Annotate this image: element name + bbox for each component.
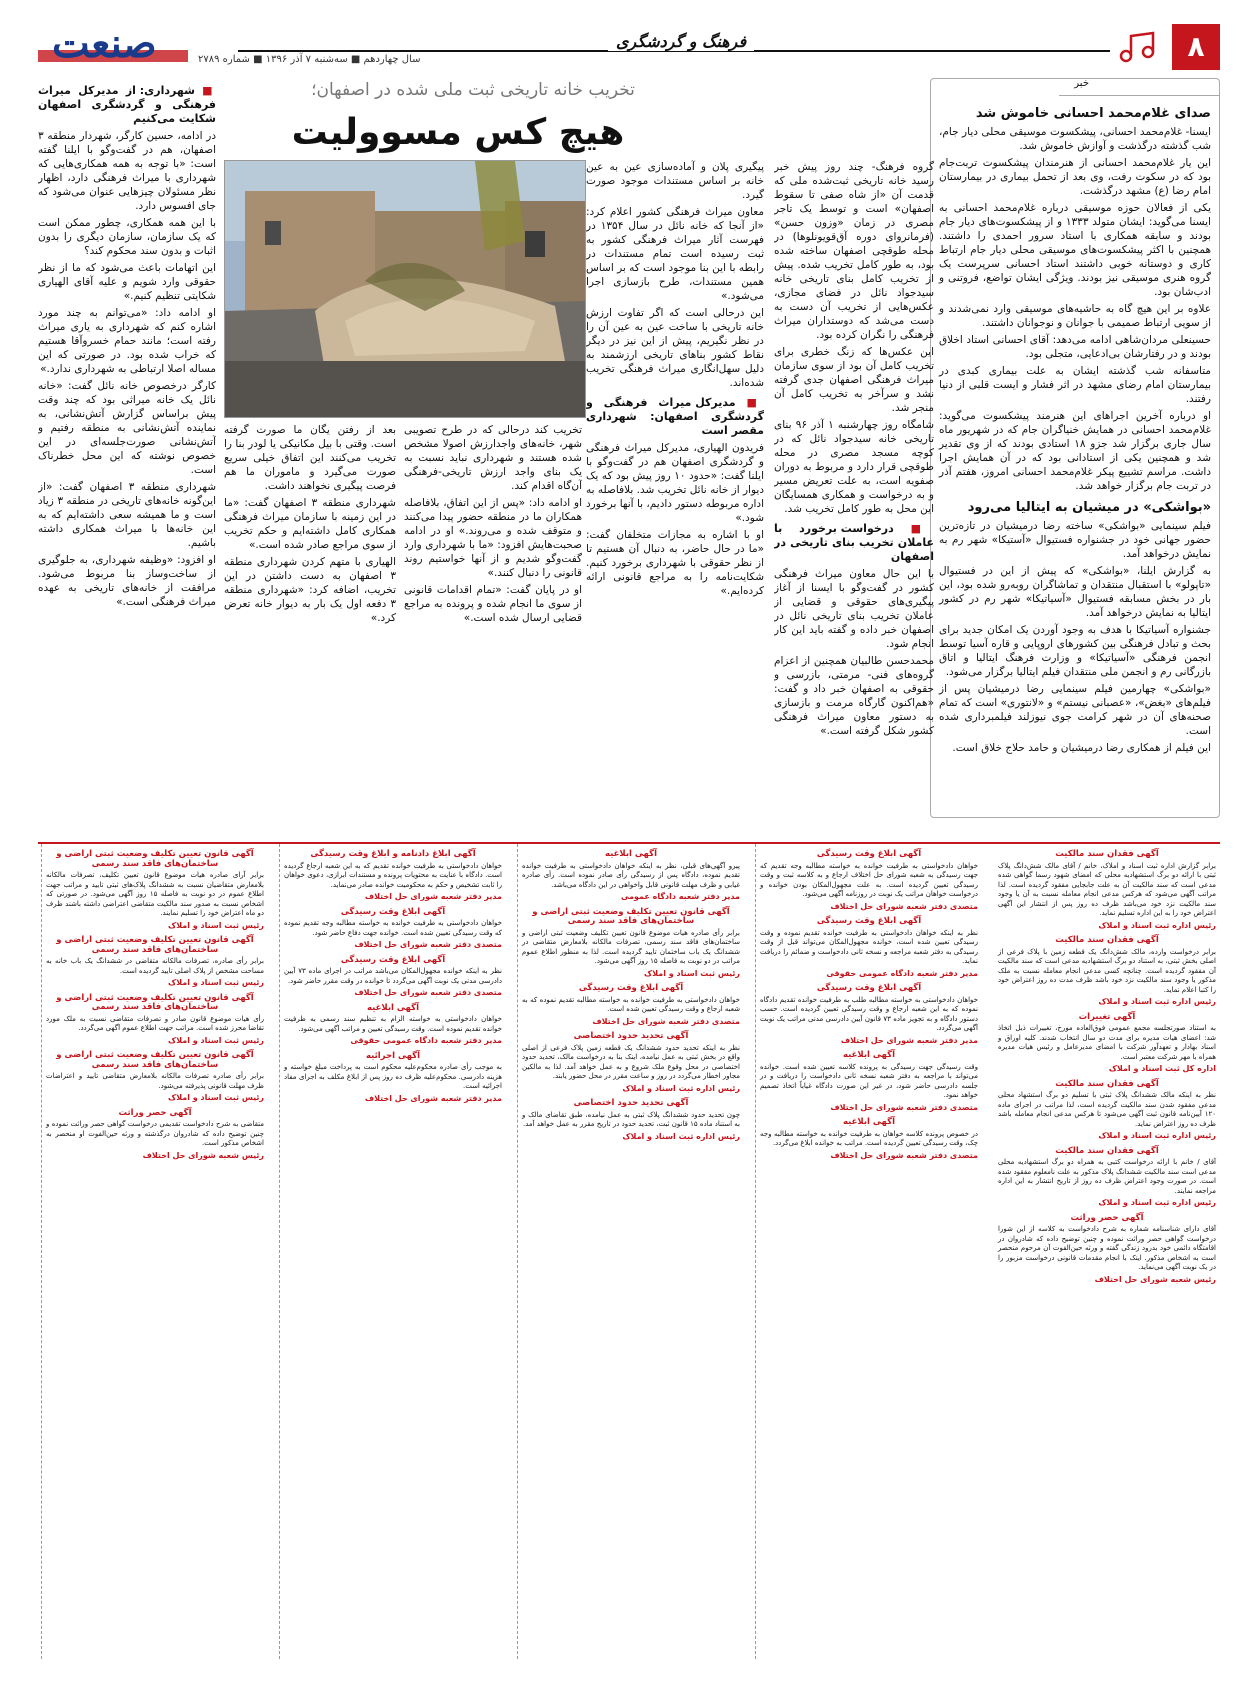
legal-notice-signature: متصدی دفتر شعبه شورای حل اختلاف: [354, 940, 502, 949]
legal-notice-signature: رئیس ثبت اسناد و املاک: [168, 978, 264, 987]
legal-notice-signature: مدیر دفتر شعبه شورای حل اختلاف: [364, 1093, 502, 1103]
legal-notice-signature: متصدی دفتر شعبه شورای حل اختلاف: [830, 1102, 978, 1112]
legal-notice: [46, 994, 264, 1046]
newspaper-logo: [38, 20, 188, 68]
paragraph: پیگیری پلان و آماده‌سازی عین به عین خانه بر اساس مستندات موجود صورت گیرد.: [586, 161, 764, 201]
legal-notice-signature: رئیس ثبت اسناد و املاک: [168, 1035, 264, 1045]
ads-column-1: [994, 844, 1220, 1659]
paragraph: معاون میراث فرهنگی کشور اعلام کرد: «از آنجا که خانه نائل در سال ۱۳۵۴ در فهرست آثار میراث فرهنگی کشور به ثبت رسیده است تمام مستندات در رابطه با این بنا موجود است که بر اساس همین مستندات، طرح بازسازی اجرا می‌شود.»: [586, 206, 764, 302]
legal-notice-title: آگهی تحدید حدود اختصاصی: [573, 1031, 689, 1041]
legal-notice-body: وقت رسیدگی جهت رسیدگی به پرونده کلاسه تعیین شده است. خوانده می‌تواند با مراجعه به دفتر شعبه نسخه ثانی دادخواست را دریافت و در جلسه دادرسی حاضر شود، در غیر این صورت دادگاه غیاباً اتخاذ تصمیم خواهد نمود.: [760, 1062, 978, 1099]
article-column-4: [224, 423, 396, 833]
article-column-5: [38, 78, 216, 823]
legal-notice-title: آگهی ابلاغیه: [842, 1050, 896, 1060]
news-content: [38, 78, 1220, 838]
article-title: هیچ کس مسوولیت: [291, 112, 625, 153]
paragraph: او در پایان گفت: «تمام اقدامات قانونی از سوی ما انجام شده و پرونده به مراجع قضایی ارسال شده است.»: [404, 584, 582, 624]
legal-notice-body: نظر به اینکه خوانده مجهول‌المکان می‌باشد مراتب در اجرای ماده ۷۳ آیین دادرسی مدنی یک نوبت آگهی می‌گردد تا خوانده در وقت مقرر حاضر شود.: [284, 967, 502, 985]
legal-notice-body: برابر درخواست وارده، مالک شش‌دانگ یک قطعه زمین با پلاک فرعی از اصلی بخش ثبتی، به استناد دو برگ استشهادیه مدعی است که سند مالکیت آن مفقود گردیده است. چنانچه کسی مدعی انجام معامله نسبت به ملک مذکور یا وجود سند مالکیت نزد خود باشد ظرف مدت ده روز اعتراض خود را کتبا اعلام نماید.: [998, 947, 1216, 994]
legal-notice-signature: رئیس شعبه شورای حل اختلاف: [142, 1150, 264, 1160]
article-column-3: [404, 423, 582, 833]
legal-notice-title: آگهی ابلاغ وقت رسیدگی: [816, 849, 922, 859]
legal-notice-body: خواهان دادخواستی به خواسته الزام به تنظیم سند رسمی به طرفیت خوانده تقدیم نموده است. وقت رسیدگی تعیین و مراتب آگهی می‌شود.: [284, 1015, 502, 1033]
paragraph: تخریب کند درحالی که در طرح تصویبی شهر، خانه‌های واجدارزش اصولا مشخص شده هستند و شهرداری نباید نسبت به یک بنای واجد ارزش تاریخی-فرهنگی آن‌گاه اقدام کند.: [404, 424, 582, 492]
legal-notice: [760, 984, 978, 1045]
legal-notice-signature: رئیس ثبت اسناد و املاک: [168, 920, 264, 930]
legal-notice: [998, 850, 1216, 930]
paragraph: به گزارش ایلنا، «بواشکی» که پیش از این در فستیوال «تاپولو» با استقبال منتقدان و تماشاگران روبه‌رو شده بود، این بار در بخش مسابقه فستیوال «آسیاتیکا» شهر رم در کشور ایتالیا به نمایش درخواهد آمد.: [939, 565, 1211, 619]
legal-notice: [522, 1032, 740, 1093]
legal-notice-body: برابر آرای صادره هیات موضوع قانون تعیین تکلیف، تصرفات مالکانه بلامعارض متقاضیان نسبت به ششدانگ پلاک‌های ثبتی تایید و مراتب جهت اطلاع عموم در دو نوبت به فاصله ۱۵ روز آگهی می‌شود. در صورتی که اشخاص نسبت به صدور سند مالکیت متقاضی اعتراضی داشته باشند ظرف دو ماه اعتراض خود را تسلیم نمایند.: [46, 871, 265, 917]
legal-notice-body: متقاضی به شرح دادخواست تقدیمی درخواست گواهی حصر وراثت نموده و چنین توضیح داده که شادروان درگذشته و ورثه حین‌الفوت او منحصر به اشخاص مذکور است.: [46, 1120, 264, 1147]
legal-notice-title: آگهی حصر وراثت: [1070, 1212, 1144, 1223]
paragraph: او با اشاره به مجازات متخلفان گفت: «ما در حال حاضر، به دنبال آن هستیم تا از نظر حقوقی با شهرداری برخورد کنیم. شکایت‌نامه را به مراجع قانونی ارائه کرده‌ایم.»: [586, 529, 764, 597]
ads-column-2: [755, 844, 982, 1659]
legal-notice-title: آگهی ابلاغ وقت رسیدگی: [816, 983, 922, 993]
legal-notice-title: آگهی قانون تعیین تکلیف وضعیت ثبتی اراضی و ساختمان‌های فاقد سند رسمی: [56, 992, 254, 1012]
legal-notice-body: خواهان دادخواستی به طرفیت خوانده تقدیم که به این شعبه ارجاع گردیده است. دادگاه با عنایت به محتویات پرونده و مستندات ابرازی، دعوی خواهان را ثابت تشخیص و حکم به محکومیت خوانده صادر می‌نماید.: [284, 861, 502, 889]
paragraph: این اتهامات باعث می‌شود که ما از نظر حقوقی وارد شویم و علیه آقای الهیاری شکایتی تنظیم کنیم.»: [38, 262, 216, 302]
paragraph: شامگاه روز چهارشنبه ۱ آذر ۹۶ بنای تاریخی خانه سیدجواد نائل که در کوچه مسجد مصری در محله طوقچی قرار دارد و مربوط به دوران صفویه است، به علت تعریض مسیر و به درخواست و همکاری همسایگان این محل به طور کامل تخریب شد.: [774, 419, 934, 515]
legal-notice-title: آگهی قانون تعیین تکلیف وضعیت ثبتی اراضی و ساختمان‌های فاقد سند رسمی: [56, 849, 254, 869]
paragraph: حسینعلی مردان‌شاهی ادامه می‌دهد: آقای احسانی استاد اخلاق بودند و در رفتارشان بی‌ادعایی، متجلی بود.: [939, 334, 1211, 360]
legal-notice-title: آگهی اجرائیه: [365, 1050, 421, 1061]
paragraph: او ادامه داد: «می‌توانم به چند مورد اشاره کنم که شهرداری به یاری میراث رفته است؛ مانند حمام خسروآقا هستیم که خراب شده بود. در صورتی که این مساله اصلا ارتباطی به شهرداری ندارد.»: [38, 307, 216, 375]
legal-notice: [998, 1147, 1216, 1208]
legal-notice-signature: متصدی دفتر شعبه شورای حل اختلاف: [830, 1150, 978, 1160]
paragraph: فیلم سینمایی «بواشکی» ساخته رضا درمیشیان در تازه‌ترین حضور جهانی خود در جشنواره فستیوال «آستیکا» شهر رم به نمایش درخواهد آمد.: [939, 520, 1211, 560]
legal-notice-body: به استناد صورتجلسه مجمع عمومی فوق‌العاده مورخ، تغییرات ذیل اتخاذ شد: اعضای هیات مدیره برای مدت دو سال انتخاب شدند. کلیه اوراق و اسناد بهادار و تعهدآور شرکت با امضای مدیرعامل و رئیس هیات مدیره همراه با مهر شرکت معتبر است.: [998, 1024, 1216, 1061]
legal-notice-signature: رئیس اداره ثبت اسناد و املاک: [1098, 1131, 1216, 1140]
legal-notice-body: پیرو آگهی‌های قبلی، نظر به اینکه خواهان دادخواستی به طرفیت خوانده تقدیم نموده، دادگاه پس از رسیدگی رأی صادر نموده است. رأی صادره غیابی و ظرف مهلت قانونی قابل واخواهی در این دادگاه می‌باشد.: [522, 861, 740, 889]
legal-notice-body: به موجب رأی صادره محکوم‌علیه محکوم است به پرداخت مبلغ خواسته و هزینه دادرسی. محکوم‌علیه ظرف ده روز پس از ابلاغ مکلف به اجرای مفاد اجرائیه است.: [284, 1063, 502, 1090]
article-subheading: ■ شهرداری: از مدیرکل میراث فرهنگی و گردشگری اصفهان شکایت می‌کنیم: [38, 84, 216, 126]
paragraph: در ادامه، حسین کارگر، شهردار منطقه ۳ اصفهان، هم در گفت‌وگو با ایلنا گفته است: «با توجه به همه همکاری‌هایی که شهرداری با میراث فرهنگی دارد، اظهار نظر مسئولان چیزهایی عنوان می‌شود که جای افسوس دارد.: [38, 130, 216, 212]
legal-notice: [998, 1013, 1216, 1074]
paragraph: شهرداری منطقه ۳ اصفهان گفت: «از این‌گونه خانه‌های تاریخی در منطقه ۳ زیاد است و ما همیشه سعی داشته‌ایم که به این خانه‌ها با میراث همکاری داشته باشیم.: [38, 481, 216, 549]
legal-notice-body: خواهان دادخواستی به خواسته مطالبه طلب به طرفیت خوانده تقدیم دادگاه نموده که به این شعبه ارجاع و وقت رسیدگی تعیین گردیده است. حسب دستور دادگاه و به تجویز ماده ۷۳ قانون آیین دادرسی مدنی مراتب یک نوبت آگهی می‌گردد.: [760, 995, 978, 1032]
music-note-icon: [1114, 30, 1164, 66]
legal-notice-body: آقای دارای شناسنامه شماره به شرح دادخواست به کلاسه از این شورا درخواست گواهی حصر وراثت نموده و چنین توضیح داده که شادروان در اقامتگاه دائمی خود بدرود زندگی گفته و ورثه حین‌الفوت آن مرحوم منحصر است به اشخاص مذکور. اینک با انجام مقدمات قانونی درخواست مزبور را در یک نوبت آگهی می‌نماید.: [998, 1225, 1216, 1271]
legal-notice-title: آگهی حصر وراثت: [118, 1107, 192, 1118]
legal-notice-title: آگهی قانون تعیین تکلیف وضعیت ثبتی اراضی و ساختمان‌های فاقد سند رسمی: [56, 935, 254, 955]
legal-notice-body: برابر گزارش اداره ثبت اسناد و املاک، خانم / آقای مالک شش‌دانگ پلاک ثبتی با ارائه دو برگ استشهادیه محلی که امضای شهود رسما گواهی شده مدعی است که سند مالکیت آن به علت جابجایی مفقود گردیده است. لذا مراتب آگهی می‌شود که هرکس مدعی انجام معامله نسبت به آن یا وجود سند مالکیت نزد خود می‌باشد ظرف ده روز پس از انتشار این آگهی اعتراض خود را به این اداره تسلیم نماید.: [998, 861, 1216, 917]
legal-notice-body: خواهان دادخواستی به طرفیت خوانده به خواسته مطالبه تقدیم نموده که به شعبه ارجاع و وقت رسیدگی تعیین شده است.: [522, 995, 740, 1013]
page-header: [38, 20, 1220, 70]
article-column-1: [774, 160, 934, 830]
legal-notice-body: برابر رأی صادره هیات موضوع قانون تعیین تکلیف وضعیت ثبتی اراضی و ساختمان‌های فاقد سند رسمی، تصرفات مالکانه بلامعارض متقاضی در ششدانگ یک باب ساختمان تایید گردیده است. لذا به منظور اطلاع عموم مراتب در دو نوبت به فاصله ۱۵ روز آگهی می‌شود.: [522, 928, 740, 965]
news-sidebar: [930, 78, 1220, 818]
legal-notice: [46, 1109, 264, 1161]
paragraph: با این حال معاون میراث فرهنگی کشور در گفت‌وگو با ایسنا از آغاز پیگیری‌های حقوقی و قضایی از عاملان تخریب بنای تاریخی نائل در اصفهان خبر داده و گفته باید این کار انجام شود.: [774, 568, 934, 650]
legal-notice-body: خواهان دادخواستی به طرفیت خوانده به خواسته مطالبه وجه تقدیم که جهت رسیدگی به شعبه شورای حل اختلاف ارجاع و به کلاسه ثبت و وقت رسیدگی تعیین گردیده است. به علت مجهول‌المکان بودن خوانده و درخواست خواهان مراتب یک نوبت در روزنامه آگهی می‌شود.: [760, 861, 978, 898]
legal-notice-body: رأی هیات موضوع قانون صادر و تصرفات متقاضی نسبت به ملک مورد تقاضا محرز شده است. مراتب جهت اطلاع عموم آگهی می‌گردد.: [46, 1014, 264, 1032]
article-kicker: تخریب خانه تاریخی ثبت ملی شده در اصفهان؛: [311, 80, 635, 100]
legal-notice-title: آگهی فقدان سند مالکیت: [1055, 849, 1159, 859]
legal-notice-signature: مدیر دفتر شعبه شورای حل اختلاف: [364, 892, 502, 901]
legal-notice-title: آگهی ابلاغیه: [366, 1002, 420, 1013]
paragraph: «بواشکی» چهارمین فیلم سینمایی رضا درمیشیان پس از فیلم‌های «بغض»، «عصبانی نیستم» و «لانتوری» است که تمام صحنه‌های آن در شهر کرامت جوی نیوزلند فیلمبرداری شده است.: [939, 683, 1211, 737]
legal-notice: [522, 908, 740, 979]
legal-notice: [284, 1052, 502, 1104]
legal-notice-title: آگهی فقدان سند مالکیت: [1055, 1078, 1159, 1089]
legal-notice: [522, 984, 740, 1026]
legal-notices-section: [38, 842, 1220, 1664]
legal-notice-signature: رئیس ثبت اسناد و املاک: [168, 1093, 264, 1102]
legal-notice-title: آگهی ابلاغ وقت رسیدگی: [340, 906, 446, 917]
legal-notice-signature: رئیس اداره ثبت اسناد و املاک: [1098, 920, 1216, 930]
legal-notice-title: آگهی ابلاغ وقت رسیدگی: [816, 916, 922, 926]
paragraph: محمدحسن طالبیان همچنین از اعزام گروه‌های فنی- مرمتی، بازرسی و حقوقی به اصفهان خبر داد و گفت: «هم‌اکنون گارگاه مرمت و بازسازی به دستور معاون میراث فرهنگی کشور شکل گرفته است.»: [774, 655, 934, 737]
sidebar-headline-1: صدای غلام‌محمد احسانی خاموش شد: [975, 106, 1211, 121]
paragraph: این عکس‌ها که زنگ خطری برای تخریب کامل آن بود از سوی سازمان میراث فرهنگی اصفهان جدی گرفته نشد و سرآخر به تخریب کامل آن منجر شد.: [774, 346, 934, 414]
legal-notice-signature: رئیس شعبه شورای حل اختلاف: [1094, 1274, 1216, 1284]
legal-notice-body: خواهان دادخواستی به طرفیت خوانده به خواسته مطالبه وجه تقدیم نموده که وقت رسیدگی تعیین شده است. خوانده جهت دفاع حاضر شود.: [284, 919, 502, 937]
paragraph: علاوه بر این هیچ گاه به حاشیه‌های موسیقی وارد نمی‌شدند و از سویی ارتباط صمیمی با جوانان و نوجوانان داشتند.: [939, 303, 1211, 329]
legal-notice-signature: مدیر دفتر شعبه دادگاه عمومی حقوقی: [350, 1036, 502, 1045]
paragraph: او ادامه داد: «پس از این اتفاق، بلافاصله همکاران ما در منطقه حضور پیدا می‌کنند و متوقف شده و می‌روند.» او در ادامه صحبت‌هایش افزود: «ما با شهرداری وارد گفت‌وگو شدیم و از آنها خواستیم روند قانونی را دنبال کنند.»: [404, 497, 582, 579]
legal-notice: [760, 917, 978, 978]
legal-notice-title: آگهی تغییرات: [1078, 1011, 1136, 1022]
demolished-house-photo: [225, 161, 585, 417]
paragraph: این درحالی است که اگر تفاوت ارزش خانه تاریخی با ساخت عین به عین آن را در نظر نگیریم، پیش از این نیز در دیگر نقاط کشور بناهای تاریخی ارزشمند به دلیل سهل‌انگاری میراث فرهنگی تخریب شده‌اند.: [586, 307, 764, 389]
paragraph: الهیاری با متهم کردن شهرداری منطقه ۳ اصفهان به دست داشتن در این تخریب، اضافه کرد: «شهرداری منطقه ۳ دفعه اول یک بار به دیوار خانه تعرض کرد.»: [224, 556, 396, 624]
paragraph: با این همه همکاری، چطور ممکن است که یک سازمان، سازمان دیگری را بدون اثبات و بدون سند محکوم کند؟: [38, 217, 216, 257]
legal-notice-title: آگهی تحدید حدود اختصاصی: [573, 1098, 689, 1108]
paragraph: جشنواره آسیاتیکا با هدف به وجود آوردن یک امکان جدید برای بحث و تبادل فرهنگی بین کشورهای اروپایی و قاره آسیا توسط انجمن فرهنگی «آسیاتیکا» و وزارت فرهنگ ایتالیا و اتاق بازرگانی رم و انجمن ملی منتقدان فیلم ایتالیا برگزار می‌شود.: [939, 624, 1211, 678]
legal-notice-title: آگهی فقدان سند مالکیت: [1055, 935, 1159, 945]
section-title: فرهنگ و گردشگری: [608, 32, 754, 51]
legal-notice-signature: رئیس اداره ثبت اسناد و املاک: [1098, 997, 1216, 1006]
paragraph: بعد از رفتن یگان ما صورت گرفته است. وقتی با بیل مکانیکی یا لودر بنا را تخریب می‌کنند این اتفاق خیلی سریع صورت می‌گیرد و ماموران ما هم فرصت پیگیری نخواهند داشت.: [224, 424, 396, 492]
paragraph: متاسفانه شب گذشته ایشان به علت بیماری کبدی در بیمارستان امام رضای مشهد در اثر فشار و ایست قلبی از دنیا رفتند.: [939, 365, 1211, 405]
legal-notice-signature: متصدی دفتر شعبه شورای حل اختلاف: [592, 1016, 740, 1026]
legal-notice: [522, 850, 740, 902]
legal-notice: [284, 956, 502, 998]
legal-notice-signature: رئیس اداره ثبت اسناد و املاک: [622, 1131, 740, 1141]
sidebar-body-2: [939, 519, 1211, 755]
legal-notice-title: آگهی ابلاغیه: [604, 849, 658, 859]
legal-notice-signature: متصدی دفتر شعبه شورای حل اختلاف: [830, 901, 978, 911]
legal-notice-signature: اداره کل ثبت اسناد و املاک: [1108, 1064, 1216, 1073]
paragraph: گروه فرهنگ- چند روز پیش خبر رسید خانه تاریخی ثبت‌شده ملی که قدمت آن «از شاه صفی تا سقوط اصفهان» است و توسط یک تاجر مصری در زمان «وزون حسن» (فرمانروای دوره آق‌قویونلوها) در محله طوقچی اصفهان ساخته شده بود، به طور کامل تخریب شده. پیش از تخریب کامل بنای تاریخی خانه سیدجواد نائل در فضای مجازی، عکس‌هایی از تخریب آن دست به دست می‌شد که دوستداران میراث فرهنگی را نگران کرده بود.: [774, 161, 934, 341]
legal-notice-signature: رئیس اداره ثبت اسناد و املاک: [1098, 1198, 1216, 1207]
legal-notice-signature: متصدی دفتر شعبه شورای حل اختلاف: [354, 988, 502, 997]
legal-notice: [998, 1214, 1216, 1285]
article-subheading: ■ درخواست برخورد با عاملان تخریب بنای تاریخی در اصفهان: [774, 522, 934, 564]
legal-notice-title: آگهی ابلاغ وقت رسیدگی: [578, 983, 684, 993]
sidebar-body-1: [939, 125, 1211, 493]
sidebar-headline-2: «بواشکی» در میشیان به ایتالیا می‌رود: [967, 500, 1211, 515]
legal-notice-body: نظر به اینکه خواهان دادخواستی به طرفیت خوانده تقدیم نموده و وقت رسیدگی تعیین شده است، خوانده مجهول‌المکان می‌تواند قبل از وقت رسیدگی به دفتر شعبه مراجعه و نسخه ثانی دادخواست و ضمائم را دریافت نماید.: [760, 928, 978, 965]
paragraph: او افزود: «وظیفه شهرداری، به جلوگیری از ساخت‌وساز بنا مربوط می‌شود. مرافقت از خانه‌های تاریخی به عهده میراث فرهنگی است.»: [38, 554, 216, 608]
issue-line: سال چهاردهم ■ سه‌شنبه ۷ آذر ۱۳۹۶ ■ شماره ۲۷۸۹: [198, 54, 421, 65]
legal-notice-body: برابر رأی صادره تصرفات مالکانه بلامعارض متقاضی تایید و اعتراضات ظرف مهلت قانونی پذیرفته می‌شود.: [46, 1072, 264, 1090]
legal-notice: [284, 908, 502, 950]
paragraph: فریدون الهیاری، مدیرکل میراث فرهنگی و گردشگری اصفهان هم در گفت‌وگو با ایلنا گفت: «حدود ۱۰ روز پیش بود که یک دیوار از خانه نائل تخریب شد. بلافاصله به اداره مربوطه دستور دادیم، با آنها برخورد شود.»: [586, 442, 764, 524]
legal-notice-title: آگهی فقدان سند مالکیت: [1055, 1145, 1159, 1156]
legal-notice-body: چون تحدید حدود ششدانگ پلاک ثبتی به عمل نیامده، طبق تقاضای مالک و به استناد ماده ۱۵ قانون ثبت، تحدید حدود در تاریخ مقرر به عمل خواهد آمد.: [522, 1110, 740, 1128]
article-photo: [224, 160, 586, 418]
legal-notice-title: آگهی قانون تعیین تکلیف وضعیت ثبتی اراضی و ساختمان‌های فاقد سند رسمی: [532, 906, 730, 926]
legal-notice: [760, 1118, 978, 1160]
legal-notice-body: نظر به اینکه مالک ششدانگ پلاک ثبتی با تسلیم دو برگ استشهاد محلی مدعی مفقود شدن سند مالکیت گردیده است، لذا مراتب در اجرای ماده ۱۲۰ آیین‌نامه قانون ثبت آگهی می‌شود تا هرکس مدعی انجام معامله باشد ظرف ده روز اعتراض نماید.: [998, 1091, 1216, 1128]
legal-notice-signature: مدیر دفتر شعبه دادگاه عمومی: [620, 892, 740, 901]
paragraph: او درباره آخرین اجراهای این هنرمند پیشکسوت می‌گوید: غلام‌محمد احسانی در همایش خنیاگران جام که در شهریور ماه سال جاری برگزار شد جزو ۱۸ استادی بودند که از وی تقدیر شد و همچنین یکی از استادانی بود که در آن همایش اجرا داشت. مراسم تشییع پیکر غلام‌محمد احسانی امروز، هفتم آذر در تربت جام برگزار خواهد شد.: [939, 410, 1212, 492]
sidebar-tab-label: خبر: [1074, 78, 1089, 89]
legal-notice-title: آگهی ابلاغ دادنامه و ابلاغ وقت رسیدگی: [310, 849, 476, 859]
legal-notice-body: در خصوص پرونده کلاسه خواهان به طرفیت خوانده به خواسته مطالبه وجه چک، وقت رسیدگی تعیین گردیده است. مراتب به خوانده ابلاغ می‌گردد.: [760, 1129, 978, 1147]
ads-column-4: [279, 844, 506, 1659]
paragraph: کارگر درخصوص خانه نائل گفت: «خانه نائل یک خانه میراثی بود که چند وقت پیش براساس گزارش آتش‌نشانی، به نماینده آتش‌نشانی به منطقه رفتیم و آتش‌نشانی صورت‌جلسه‌ای در این خصوص نوشته که این محل خطرناک است.: [38, 380, 216, 476]
article-column-2: [586, 160, 764, 830]
legal-notice-title: آگهی ابلاغیه: [842, 1117, 896, 1127]
ads-column-5: [41, 844, 268, 1659]
logo-text: صنعت: [52, 20, 157, 67]
ads-column-3: [517, 844, 744, 1659]
sidebar-tab: [1059, 78, 1219, 96]
legal-notice-body: آقای / خانم با ارائه درخواست کتبی به همراه دو برگ استشهادیه محلی مدعی است سند مالکیت ششدانگ پلاک مذکور به علت نامعلوم مفقود شده است. در صورت وجود اعتراض ظرف ده روز از تاریخ انتشار به این اداره مراجعه نمایند.: [998, 1158, 1216, 1195]
legal-notice-signature: رئیس ثبت اسناد و املاک: [644, 968, 740, 978]
legal-notice: [760, 1051, 978, 1112]
legal-notice: [284, 1004, 502, 1046]
legal-notice: [46, 850, 264, 930]
legal-notice-title: آگهی قانون تعیین تکلیف وضعیت ثبتی اراضی و ساختمان‌های فاقد سند رسمی: [56, 1050, 254, 1070]
legal-notice-signature: مدیر دفتر شعبه شورای حل اختلاف: [840, 1035, 978, 1045]
legal-notice-body: برابر رأی صادره، تصرفات مالکانه متقاضی در ششدانگ یک باب خانه به مساحت مشخص از پلاک اصلی تایید گردیده است.: [46, 957, 264, 975]
legal-notice: [522, 1099, 740, 1141]
paragraph: یکی از فعالان حوزه موسیقی درباره غلام‌محمد احسانی به ایسنا می‌گوید: ایشان متولد ۱۳۳۳ و از پیشکسوت‌های دیار جام بودند و سابقه همکاری با استاد سرور احمدی را داشتند. همچنین با اکثر پیشکسوت‌های موسیقی محلی دیار جام ارتباط کاری و دوستانه خوبی داشتند استاد احسانی سرپرست یک گروه هنری موسیقی نیز بودند. ویژگی ایشان تواضع، فروتنی و ادب‌شان بود.: [939, 202, 1211, 298]
legal-notice: [46, 1051, 264, 1103]
legal-notice: [998, 936, 1216, 1007]
paragraph: ایسنا- غلام‌محمد احسانی، پیشکسوت موسیقی محلی دیار جام، شب گذشته درگذشت و آوازش خاموش شد.: [939, 126, 1211, 152]
legal-notice: [284, 850, 502, 902]
legal-notice: [46, 936, 264, 988]
paragraph: این یار غلام‌محمد احسانی از هنرمندان پیشکسوت تربت‌جام بود که در سکوت رفت، وی بعد از تحمل بیماری در بیمارستان امام رضا (ع) مشهد درگذشت.: [939, 157, 1211, 197]
legal-notice-title: آگهی ابلاغ وقت رسیدگی: [340, 954, 446, 965]
paragraph: این فیلم از همکاری رضا درمیشیان و حامد حلاج خلاق است.: [952, 742, 1211, 754]
legal-notice-signature: مدیر دفتر شعبه دادگاه عمومی حقوقی: [826, 968, 978, 978]
legal-notice: [760, 850, 978, 911]
legal-notice-body: نظر به اینکه تحدید حدود ششدانگ یک قطعه زمین پلاک فرعی از اصلی واقع در بخش ثبتی به عمل نیامده، اینک بنا به درخواست مالک، تحدید حدود اختصاصی در محل وقوع ملک شروع و به عمل خواهد آمد. لذا به مالکین مجاور اخطار می‌گردد در روز و ساعت مقرر در محل حضور یابند.: [522, 1043, 740, 1080]
legal-notice-signature: رئیس اداره ثبت اسناد و املاک: [622, 1083, 740, 1093]
paragraph: شهرداری منطقه ۳ اصفهان گفت: «ما در این زمینه با سازمان میراث فرهنگی همکاری کامل داشته‌ایم و حکم تخریب از سوی مراجع صادر شده است.»: [224, 497, 396, 551]
page-number: ۸: [1172, 24, 1220, 70]
legal-notice: [998, 1080, 1216, 1141]
article-subheading: ■ مدیرکل میراث فرهنگی و گردشگری اصفهان: شهرداری مقصر است: [586, 396, 764, 438]
